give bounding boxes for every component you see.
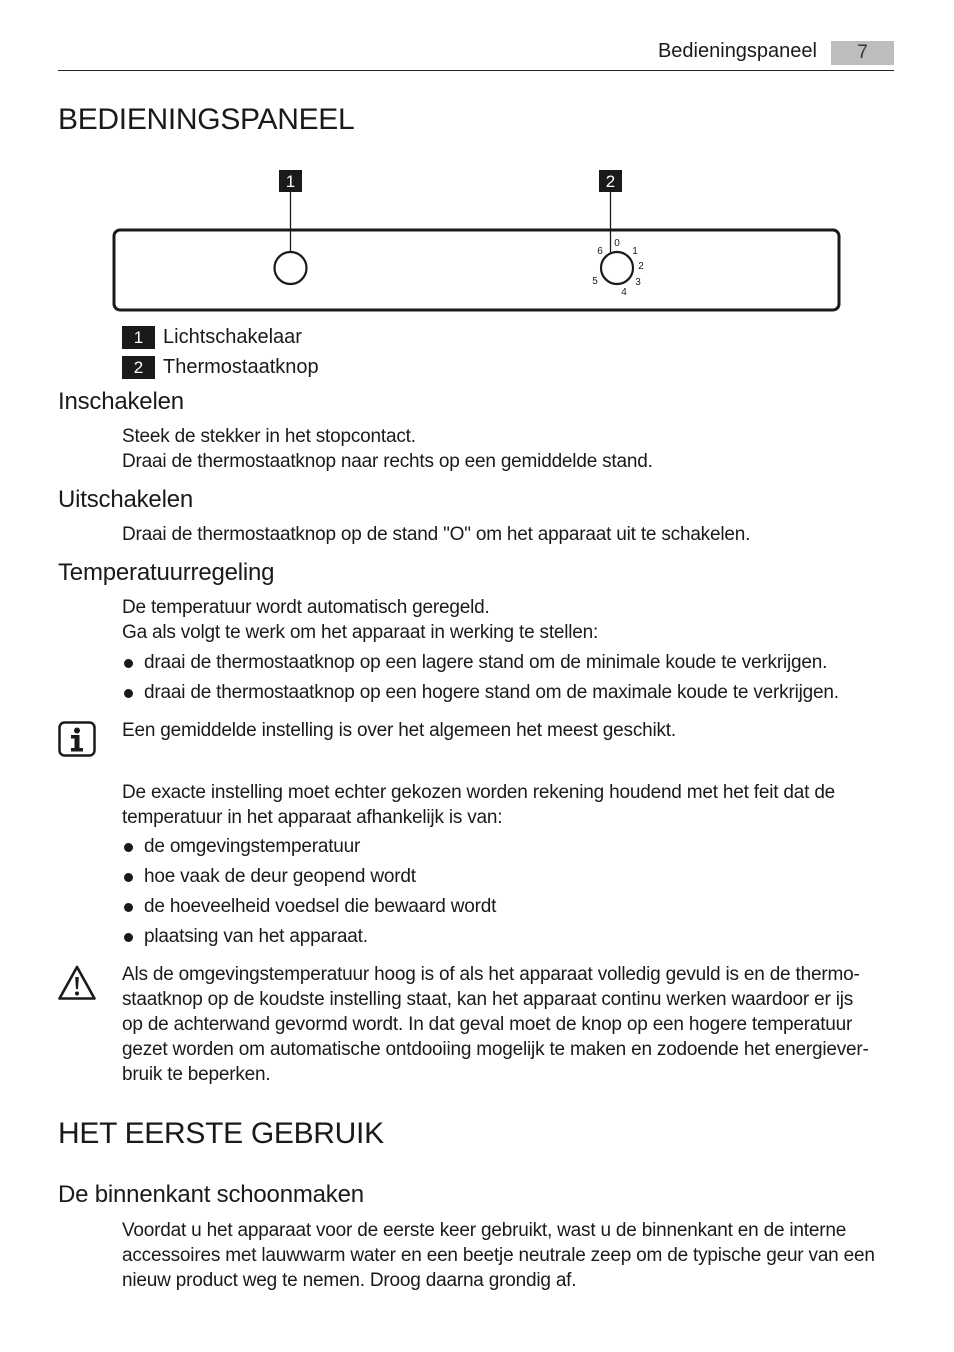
thermostat-knob: [601, 252, 633, 284]
info-note: [122, 718, 676, 743]
text-line: accessoires met lauwwarm water en een beetje neutrale zeep om de typische geur van een: [122, 1245, 875, 1266]
text-line: Voordat u het apparaat voor de eerste keer gebruikt, wast u de binnenkant en de interne: [122, 1220, 847, 1241]
legend-item: [122, 322, 319, 352]
running-header: Bedieningspaneel: [657, 40, 817, 62]
temperatuur-bullets: [122, 650, 839, 710]
dial-mark-1: 1: [632, 246, 638, 257]
dial-mark-3: 3: [635, 277, 641, 288]
legend-number: 1: [122, 326, 155, 349]
info-note-text: Een gemiddelde instelling is over het algemeen het meest geschikt.: [122, 720, 676, 741]
text-line: op de achterwand gevormd wordt. In dat geval moet de knop op een hogere temperatuur: [122, 1014, 853, 1035]
bullet-icon: [124, 659, 133, 668]
panel-outline: [114, 230, 839, 310]
text-line: gezet worden om automatische ontdooiing mogelijk te maken en zodoende het energiever-: [122, 1039, 869, 1060]
heading-temperatuurregeling: Temperatuurregeling: [58, 559, 275, 586]
text-line: Ga als volgt te werk om het apparaat in werking te stellen:: [122, 622, 599, 643]
bullet-icon: [124, 933, 133, 942]
text-line: Steek de stekker in het stopcontact.: [122, 426, 416, 447]
uitschakelen-text: [122, 522, 750, 547]
dial-mark-5: 5: [592, 276, 598, 287]
page-number: 7: [831, 41, 894, 65]
text-line: bruik te beperken.: [122, 1064, 271, 1085]
factors-list: [122, 834, 496, 954]
heading-binnenkant-schoonmaken: De binnenkant schoonmaken: [58, 1181, 364, 1208]
bullet-icon: [124, 689, 133, 698]
temperatuur-text: [122, 595, 598, 645]
warning-text: [122, 962, 869, 1087]
legend-item: [122, 352, 319, 382]
dial-mark-4: 4: [621, 287, 627, 298]
dial-mark-2: 2: [638, 261, 644, 272]
legend-number: 2: [122, 356, 155, 379]
dial-mark-6: 6: [597, 246, 603, 257]
inschakelen-text: [122, 424, 653, 474]
text-line: De exacte instelling moet echter gekozen worden rekening houdend met het feit dat de: [122, 782, 836, 803]
legend-label: Thermostaatknop: [163, 355, 319, 378]
legend-label: Lichtschakelaar: [163, 325, 302, 348]
heading-inschakelen: Inschakelen: [58, 388, 184, 415]
list-item-text: plaatsing van het apparaat.: [144, 926, 368, 947]
warning-icon: [57, 964, 97, 1002]
callout-2-label: 2: [605, 172, 616, 191]
text-line: Draai de thermostaatknop naar rechts op een gemiddelde stand.: [122, 451, 653, 472]
legend: [122, 322, 319, 382]
light-switch-knob: [275, 252, 307, 284]
bullet-icon: [124, 903, 133, 912]
callout-1: [279, 170, 302, 253]
exact-setting-text: [122, 780, 835, 830]
list-item: [122, 924, 496, 954]
list-item: [122, 894, 496, 924]
list-item-text: de omgevingstemperatuur: [144, 836, 361, 857]
section-title-bedieningspaneel: BEDIENINGSPANEEL: [58, 103, 355, 136]
list-item: [122, 834, 496, 864]
callout-1-label: 1: [285, 172, 296, 191]
heading-uitschakelen: Uitschakelen: [58, 486, 194, 513]
binnenkant-text: [122, 1218, 875, 1293]
text-line: nieuw product weg te nemen. Droog daarna grondig af.: [122, 1270, 577, 1291]
control-panel-diagram: [0, 0, 954, 330]
list-item-text: draai de thermostaatknop op een hogere stand om de maximale koude te verkrijgen.: [144, 682, 839, 703]
text-line: temperatuur in het apparaat afhankelijk is van:: [122, 807, 503, 828]
text-line: Draai de thermostaatknop op de stand "O" om het apparaat uit te schakelen.: [122, 524, 751, 545]
section-title-het-eerste-gebruik: HET EERSTE GEBRUIK: [58, 1117, 384, 1150]
list-item: [122, 864, 496, 894]
list-item-text: draai de thermostaatknop op een lagere stand om de minimale koude te verkrijgen.: [144, 652, 828, 673]
info-icon: [58, 721, 96, 757]
list-item-text: de hoeveelheid voedsel die bewaard wordt: [144, 896, 497, 917]
dial-mark-0: 0: [614, 238, 620, 249]
text-line: Als de omgevingstemperatuur hoog is of als het apparaat volledig gevuld is en de thermo-: [122, 964, 860, 985]
list-item-text: hoe vaak de deur geopend wordt: [144, 866, 416, 887]
bullet-icon: [124, 843, 133, 852]
bullet-icon: [124, 873, 133, 882]
text-line: staatknop op de koudste instelling staat, kan het apparaat continu werken waardoor er ijs: [122, 989, 854, 1010]
list-item: [122, 680, 839, 710]
text-line: De temperatuur wordt automatisch geregeld.: [122, 597, 490, 618]
list-item: [122, 650, 839, 680]
